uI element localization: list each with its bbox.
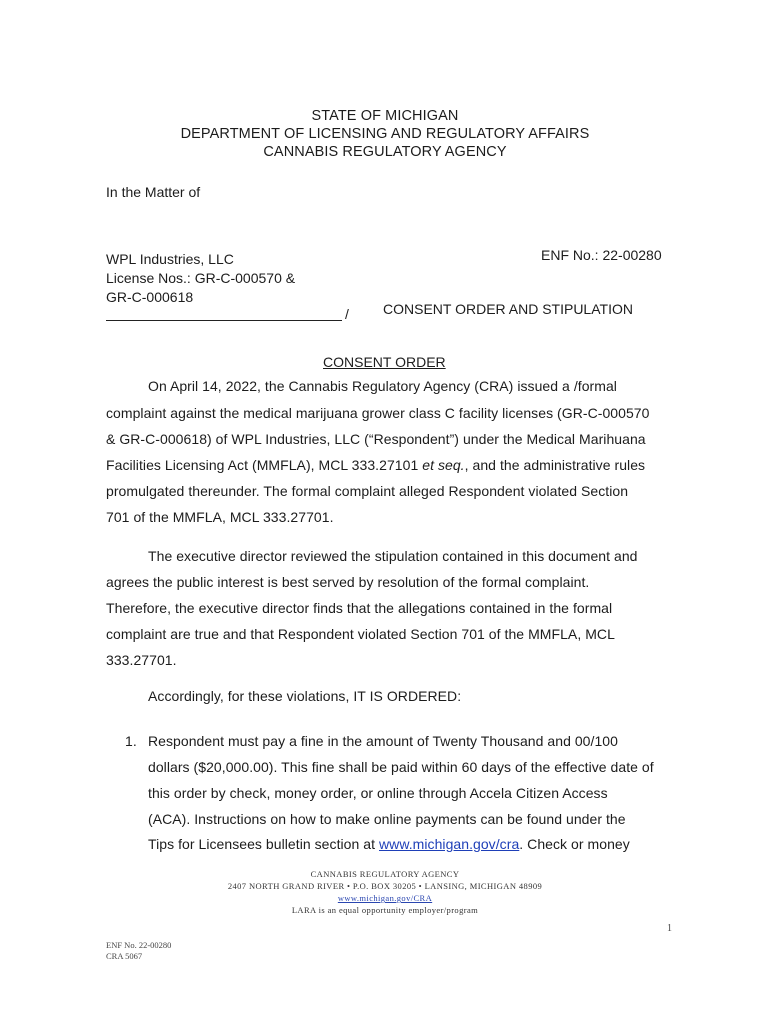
section-title: CONSENT ORDER bbox=[323, 354, 446, 370]
paragraph1-line6: 701 of the MMFLA, MCL 333.27701. bbox=[106, 509, 334, 525]
enf-number: ENF No.: 22-00280 bbox=[541, 247, 662, 263]
license-numbers-cont: GR-C-000618 bbox=[106, 289, 194, 305]
paragraph1-line4 bbox=[106, 457, 645, 473]
footer-website-row bbox=[0, 893, 770, 903]
paragraph1-line4-a: Facilities Licensing Act (MMFLA), MCL 333.27101 bbox=[106, 457, 423, 473]
header-state: STATE OF MICHIGAN bbox=[311, 108, 459, 124]
footer-enf-ref: ENF No. 22-00280 bbox=[106, 940, 172, 950]
paragraph1-line1: On April 14, 2022, the Cannabis Regulatory Agency (CRA) issued a /formal bbox=[148, 378, 617, 394]
footer-website-link[interactable]: www.michigan.gov/CRA bbox=[337, 893, 433, 903]
footer-address: 2407 NORTH GRAND RIVER • P.O. BOX 30205 • LANSING, MICHIGAN 48909 bbox=[227, 881, 543, 891]
item1-line1: Respondent must pay a fine in the amount of Twenty Thousand and 00/100 bbox=[148, 733, 618, 749]
item1-number: 1. bbox=[125, 733, 137, 749]
et-seq-italic: et seq. bbox=[422, 457, 465, 473]
footer-eeo: LARA is an equal opportunity employer/program bbox=[291, 905, 479, 915]
cra-website-link[interactable]: www.michigan.gov/cra bbox=[379, 836, 520, 852]
caption-slash: / bbox=[345, 306, 349, 322]
paragraph2-line1: The executive director reviewed the stipulation contained in this document and bbox=[148, 548, 638, 564]
item1-line2: dollars ($20,000.00). This fine shall be paid within 60 days of the effective date of bbox=[148, 759, 654, 775]
item1-line5-a: Tips for Licensees bulletin section at bbox=[148, 836, 379, 852]
license-numbers: License Nos.: GR-C-000570 & bbox=[106, 270, 296, 286]
item1-line3: this order by check, money order, or online through Accela Citizen Access bbox=[148, 785, 608, 801]
footer-agency: CANNABIS REGULATORY AGENCY bbox=[310, 869, 460, 879]
ordered-intro: Accordingly, for these violations, IT IS ORDERED: bbox=[148, 688, 462, 704]
item1-line5-b: . Check or money bbox=[519, 836, 630, 852]
paragraph2-line4: complaint are true and that Respondent violated Section 701 of the MMFLA, MCL bbox=[106, 626, 615, 642]
page-number: 1 bbox=[667, 923, 672, 934]
paragraph1-line2: complaint against the medical marijuana grower class C facility licenses (GR-C-000570 bbox=[106, 405, 650, 421]
item1-line5 bbox=[148, 836, 630, 852]
paragraph2-line2: agrees the public interest is best served by resolution of the formal complaint. bbox=[106, 574, 590, 590]
caption-rule bbox=[106, 320, 342, 321]
respondent-name: WPL Industries, LLC bbox=[106, 251, 234, 267]
matter-label: In the Matter of bbox=[106, 184, 201, 200]
paragraph2-line3: Therefore, the executive director finds that the allegations contained in the formal bbox=[106, 600, 613, 616]
paragraph1-line4-b: , and the administrative rules bbox=[464, 457, 646, 473]
footer-form-ref: CRA 5067 bbox=[106, 951, 143, 961]
header-agency: CANNABIS REGULATORY AGENCY bbox=[263, 144, 507, 160]
item1-line4: (ACA). Instructions on how to make online payments can be found under the bbox=[148, 811, 626, 827]
document-title: CONSENT ORDER AND STIPULATION bbox=[383, 301, 633, 317]
paragraph1-line5: promulgated thereunder. The formal complaint alleged Respondent violated Section bbox=[106, 483, 629, 499]
paragraph2-line5: 333.27701. bbox=[106, 652, 177, 668]
paragraph1-line3: & GR-C-000618) of WPL Industries, LLC (“Respondent”) under the Medical Marihuana bbox=[106, 431, 646, 447]
header-department: DEPARTMENT OF LICENSING AND REGULATORY AFFAIRS bbox=[180, 126, 590, 142]
